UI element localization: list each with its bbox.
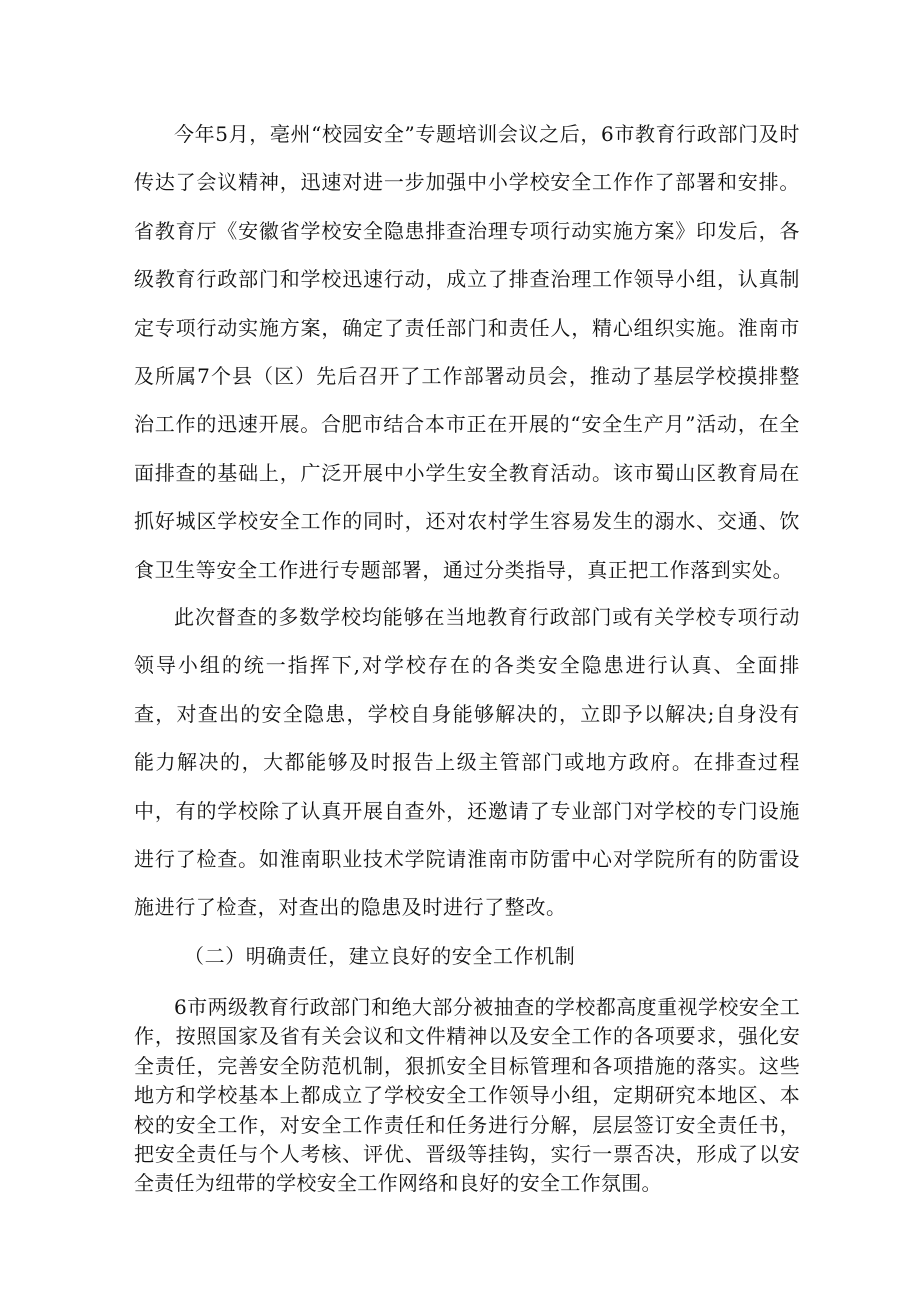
- body-paragraph-local-deployment: 今年5月，亳州“校园安全”专题培训会议之后，6市教育行政部门及时传达了会议精神，迅速对进一步加强中小学校安全工作作了部署和安排。省教育厅《安徽省学校安全隐患排查治理专项行动实施方案》印发后，各级教育行政部门和学校迅速行动，成立了排查治理工作领导小组，认真制定专项行动实施方案，确定了责任部门和责任人，精心组织实施。淮南市及所属7个县（区）先后召开了工作部署动员会，推动了基层学校摸排整治工作的迅速开展。合肥市结合本市正在开展的“安全生产月”活动，在全面排查的基础上，广泛开展中小学生安全教育活动。该市蜀山区教育局在抓好城区学校安全工作的同时，还对农村学生容易发生的溺水、交通、饮食卫生等安全工作进行专题部署，通过分类指导，真正把工作落到实处。: [134, 122, 800, 582]
- body-paragraph-hazard-inspection: 此次督查的多数学校均能够在当地教育行政部门或有关学校专项行动领导小组的统一指挥下,对学校存在的各类安全隐患进行认真、全面排查，对查出的安全隐患，学校自身能够解决的，立即予以解决;自身没有能力解决的，大都能够及时报告上级主管部门或地方政府。在排查过程中，有的学校除了认真开展自查外，还邀请了专业部门对学校的专门设施进行了检查。如淮南职业技术学院请淮南市防雷中心对学院所有的防雷设施进行了检查，对查出的隐患及时进行了整改。: [134, 605, 800, 920]
- body-paragraph-responsibility: 6市两级教育行政部门和绝大部分被抽查的学校都高度重视学校安全工作，按照国家及省有关会议和文件精神以及安全工作的各项要求，强化安全责任，完善安全防范机制，狠抓安全目标管理和各项措施的落实。这些地方和学校基本上都成立了学校安全工作领导小组，定期研究本地区、本校的安全工作，对安全工作责任和任务进行分解，层层签订安全责任书，把安全责任与个人考核、评优、晋级等挂钩，实行一票否决，形成了以安全责任为纽带的学校安全工作网络和良好的安全工作氛围。: [134, 995, 800, 1196]
- section-heading: （二）明确责任，建立良好的安全工作机制: [184, 944, 576, 968]
